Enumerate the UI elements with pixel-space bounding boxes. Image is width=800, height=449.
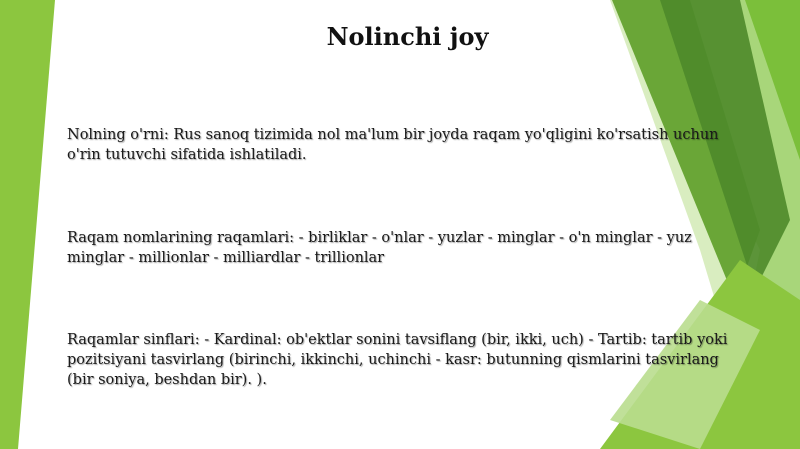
- paragraph-place-names: Raqam nomlarining raqamlari: - birliklar - o'nlar - yuzlar - minglar - o'n minglar - yuz minglar - millionlar - milliardlar - trillionlar: [67, 230, 692, 266]
- left-accent-bar: [0, 0, 55, 449]
- paragraph-zero-role: Nolning o'rni: Rus sanoq tizimida nol ma'lum bir joyda raqam yo'qligini ko'rsatish uchun o'rin tutuvchi sifatida ishlatiladi.: [67, 127, 719, 163]
- paragraph-number-classes: Raqamlar sinflari: - Kardinal: ob'ektlar sonini tavsiflang (bir, ikki, uch) - Tartib: tartib yoki pozitsiyani tasvirlang (birinchi, ikkinchi, uchinchi - kasr: butunning qismlarini tasvirlang (bir soniya, beshdan bir). ).: [67, 332, 728, 388]
- slide-title: Nolinchi joy: [326, 22, 489, 51]
